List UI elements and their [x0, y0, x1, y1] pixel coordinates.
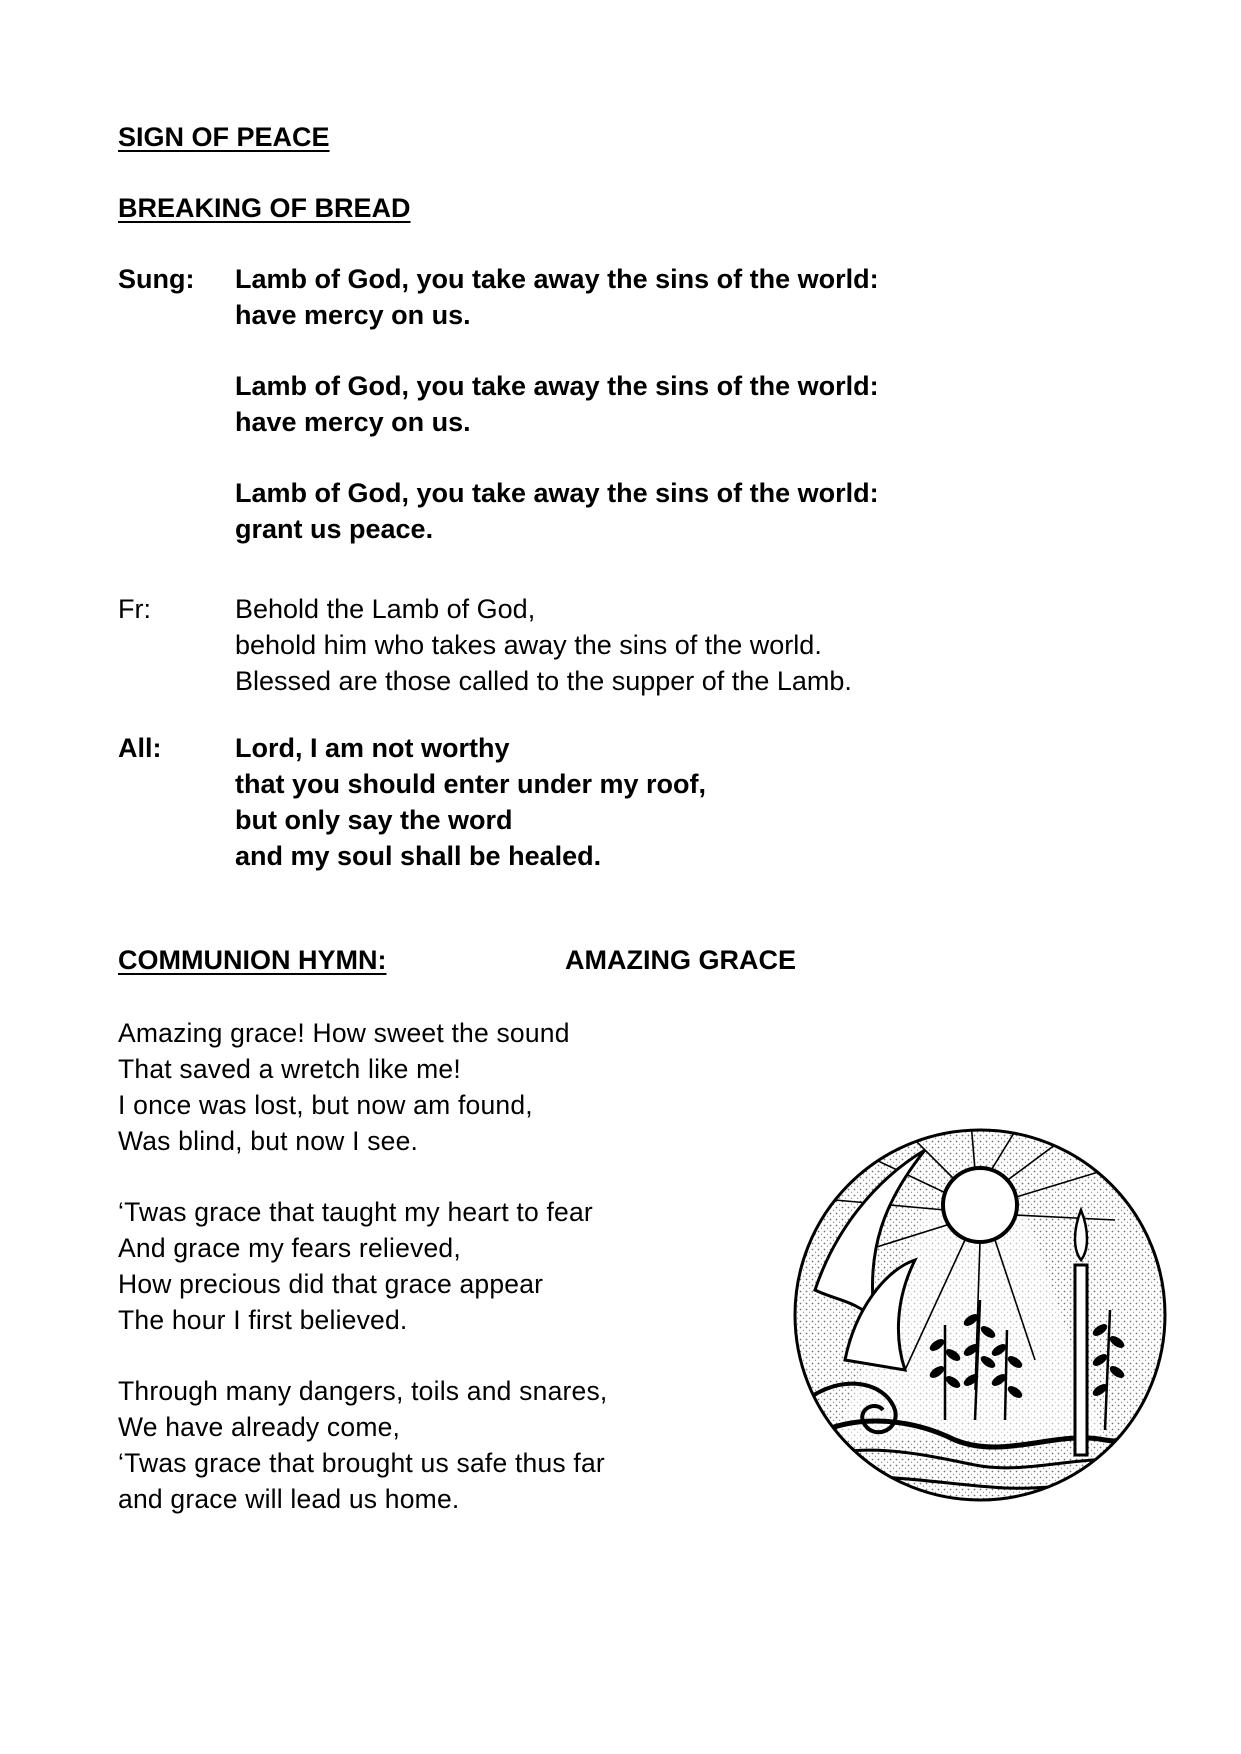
verse-line: Through many dangers, toils and snares, [118, 1376, 608, 1406]
heading-breaking-of-bread: BREAKING OF BREAD [118, 193, 411, 223]
verse-line: Amazing grace! How sweet the sound [118, 1018, 570, 1048]
sun-candle-wheat-illustration [775, 1110, 1185, 1510]
priest-line: Blessed are those called to the supper of the Lamb. [235, 666, 852, 696]
lamb-of-god-stanza-3 [235, 475, 879, 547]
verse-line: The hour I first believed. [118, 1305, 408, 1335]
verse-line: We have already come, [118, 1412, 401, 1442]
verse-line: ‘Twas grace that brought us safe thus far [118, 1448, 605, 1478]
verse-line: How precious did that grace appear [118, 1269, 544, 1299]
verse-line: Was blind, but now I see. [118, 1126, 419, 1156]
speaker-all: All: [118, 733, 162, 763]
lamb-of-god-stanza-1 [235, 261, 879, 333]
heading-sign-of-peace: SIGN OF PEACE [118, 122, 330, 152]
response-line: but only say the word [235, 805, 513, 835]
response-line: that you should enter under my roof, [235, 769, 707, 799]
response-line: and my soul shall be healed. [235, 841, 602, 871]
verse-line: That saved a wretch like me! [118, 1054, 461, 1084]
stanza-line: Lamb of God, you take away the sins of the world: [235, 264, 879, 294]
stanza-line: Lamb of God, you take away the sins of the world: [235, 478, 879, 508]
priest-line: behold him who takes away the sins of the world. [235, 630, 822, 660]
response-line: Lord, I am not worthy [235, 733, 510, 763]
response-lines [235, 730, 706, 874]
hymn-verse-3 [118, 1373, 607, 1517]
verse-line: And grace my fears relieved, [118, 1233, 461, 1263]
speaker-fr: Fr: [118, 594, 151, 624]
speaker-sung: Sung: [118, 264, 195, 294]
stanza-line: have mercy on us. [235, 300, 471, 330]
priest-lines [235, 591, 852, 699]
verse-line: and grace will lead us home. [118, 1484, 460, 1514]
priest-line: Behold the Lamb of God, [235, 594, 536, 624]
hymn-title: AMAZING GRACE [565, 945, 796, 975]
heading-communion-hymn: COMMUNION HYMN: [118, 945, 387, 975]
hymn-verse-2 [118, 1194, 593, 1338]
verse-line: ‘Twas grace that taught my heart to fear [118, 1197, 593, 1227]
stanza-line: have mercy on us. [235, 407, 471, 437]
verse-line: I once was lost, but now am found, [118, 1090, 533, 1120]
lamb-of-god-stanza-2 [235, 368, 879, 440]
stanza-line: grant us peace. [235, 514, 434, 544]
stanza-line: Lamb of God, you take away the sins of the world: [235, 371, 879, 401]
hymn-verse-1 [118, 1015, 570, 1159]
